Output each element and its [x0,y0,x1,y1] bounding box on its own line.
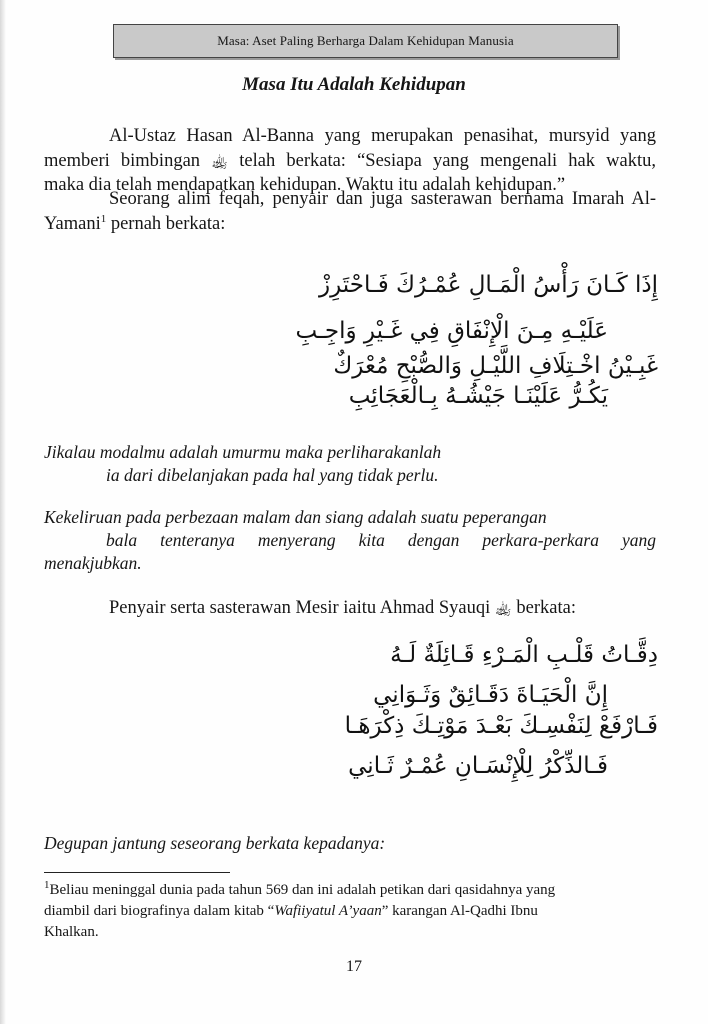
footnote-line [44,901,656,922]
text-fragment: Beliau meninggal dunia pada tahun 569 dan ini adalah petikan dari qasidahnya yang [49,882,556,898]
text-fragment: Yamani [44,213,101,234]
footnote-marker: 1 [44,879,50,891]
arabic-verse-line: دِقَّـاتُ قَلْـبِ الْمَـرْءِ قَـائِلَةٌ لَـهُ [390,642,658,668]
translation-line: Degupan jantung seseorang berkata kepadanya: [44,833,386,853]
translation-line: bala tenteranya menyerang kita dengan perkara-perkara yang [106,530,656,550]
scan-edge-shadow [0,0,6,1024]
running-header-title: Masa: Aset Paling Berharga Dalam Kehidupan Manusia [217,33,514,48]
text-fragment: ” karangan Al-Qadhi Ibnu [381,903,538,919]
paragraph-line: Seorang alim feqah, penyair dan juga sasterawan bernama Imarah Al- [109,189,656,209]
section-title: Masa Itu Adalah Kehidupan [242,74,466,95]
arabic-verse-line: غَبِـيْنُ اخْـتِلَافِ اللَّيْـلِ وَالصُّبْحِ مُعْرَكٌ [333,353,658,379]
translation-line: Jikalau modalmu adalah umurmu maka perliharakanlah [44,442,442,462]
translation-stanza [44,832,656,855]
text-fragment: pernah berkata: [106,213,226,234]
arabic-verse-line: يَكُـرُّ عَلَيْنَـا جَيْشُـهُ بِـالْعَجَائِبِ [348,383,608,409]
arabic-verse-line: فَـارْفَعْ لِنَفْسِـكَ بَعْـدَ مَوْتِـكَ ذِكْرَهَـا [344,713,658,739]
paragraph-line: Penyair serta sasterawan Mesir iaitu Ahmad Syauqi ﵀ berkata: [109,598,576,618]
translation-line: ia dari dibelanjakan pada hal yang tidak perlu. [106,465,439,485]
translation-line: menakjubkan. [44,553,142,573]
arabic-verse-line: إِنَّ الْحَيَـاةَ دَقَـائِقٌ وَثَـوَانِي [373,682,608,708]
footnote-line [44,880,656,901]
book-title: Wafiiyatul A’yaan [274,903,382,919]
paragraph-line: memberi bimbingan ﵀ telah berkata: “Sesiapa yang mengenali hak waktu, [44,150,656,171]
text-fragment: diambil dari biografinya dalam kitab “ [44,903,275,919]
translation-stanza [44,506,656,575]
arabic-verse-line: فَـالذِّكْرُ لِلْإِنْسَـانِ عُمْـرٌ ثَـانِي [348,753,608,779]
footnote-line: Khalkan. [44,924,99,940]
paragraph-ahmad-syauqi [44,596,656,621]
running-header [113,24,618,58]
footnote-divider [44,872,230,873]
translation-stanza [44,441,656,487]
arabic-verse-line: عَلَيْـهِ مِـنَ الْإِنْفَاقِ فِي غَـيْرِ وَاجِـبِ [295,318,608,344]
page-number: 17 [346,958,362,975]
footnote-reference: 1 [100,212,107,225]
paragraph-line: Al-Ustaz Hasan Al-Banna yang merupakan penasihat, mursyid yang [109,126,656,146]
paragraph-imarah-al-yamani [44,187,656,236]
translation-line: Kekeliruan pada perbezaan malam dan siang adalah suatu peperangan [44,507,547,527]
paragraph-line [44,212,656,237]
footnote [44,880,656,943]
arabic-verse-line: إِذَا كَـانَ رَأْسُ الْمَـالِ عُمْـرُكَ فَـاحْتَرِزْ [319,272,658,298]
paragraph-line: maka dia telah mendapatkan kehidupan. Waktu itu adalah kehidupan.” [44,175,566,195]
